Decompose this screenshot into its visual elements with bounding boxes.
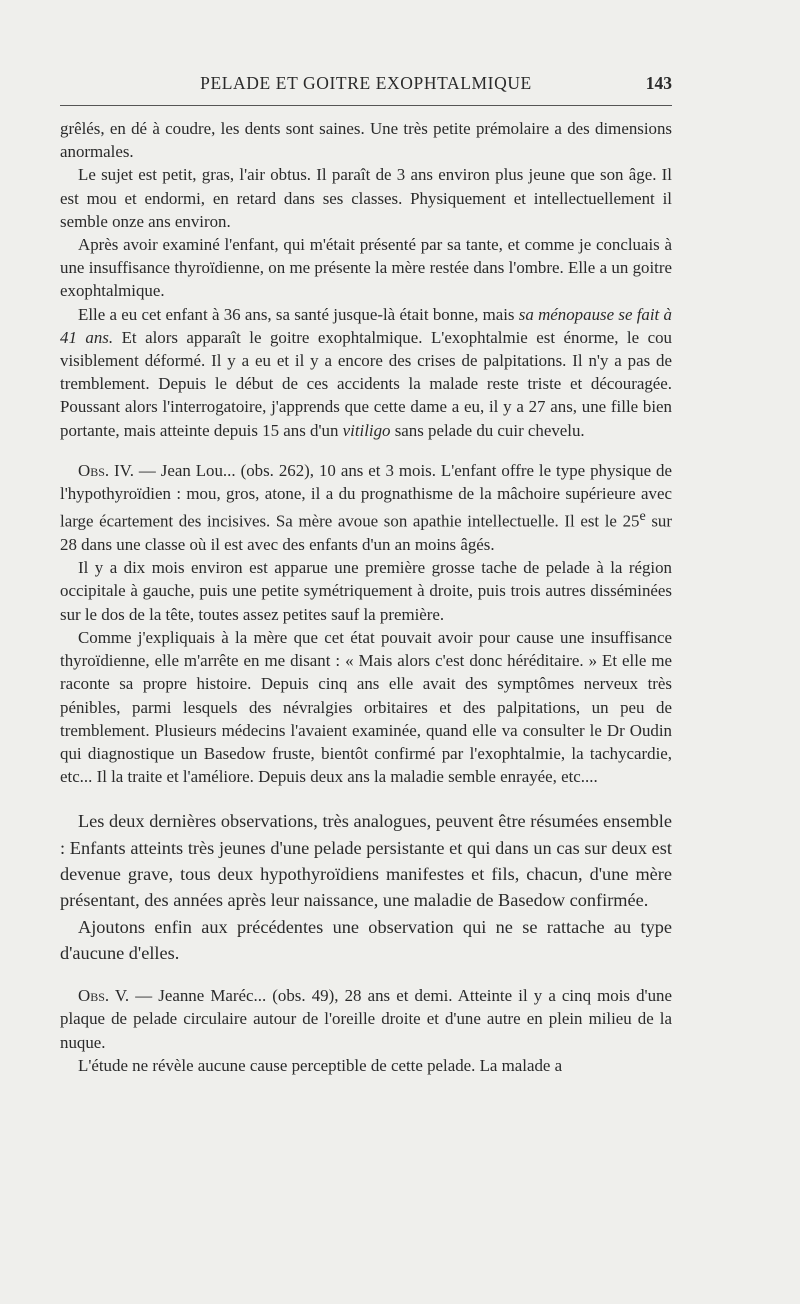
- header-rule: [60, 105, 672, 106]
- paragraph-mother-history: [60, 303, 672, 442]
- paragraph-study-cause: L'étude ne révèle aucune cause perceptible de cette pelade. La malade a: [78, 1055, 563, 1075]
- text-run: — Jean Lou... (obs. 262), 10 ans et 3 mois. L'enfant offre le type physique de l'hypothyroïdien : mou, gros, atone, il a du prognathisme de la mâchoire supérieure avec large écartement des incisives. Sa mère avoue son apathie intellectuelle. Il est le 25: [60, 460, 672, 531]
- text-run: — Jeanne Maréc... (obs. 49), 28 ans et demi. Atteinte il y a cinq mois d'une plaque de pelade circulaire autour de l'oreille droite et d'une autre en plein milieu de la nuque.: [60, 986, 672, 1052]
- paragraph-summary: Les deux dernières observations, très analogues, peuvent être résumées ensemble : Enfants atteints très jeunes d'une pelade persistante et qui dans un cas sur deux est devenue grave, tous deux hypothyroïdiens manifestes et fils, chacun, d'une mère présentant, des années après leur naissance, une maladie de Basedow confirmée.: [60, 811, 672, 911]
- superscript: e: [639, 508, 646, 525]
- observation-label: Obs. V.: [78, 986, 130, 1006]
- text-run: Et alors apparaît le goitre exophtalmique. L'exophtalmie est énorme, le cou visiblement déformé. Il y a eu et il y a encore des crises de palpitations. Il n'y a pas de tremblement. Depuis le début de ces accidents la malade reste triste et découragée. Poussant alors l'interrogatoire, j'apprends que cette dame a eu, il y a 27 ans, une fille bien portante, mais atteinte depuis 15 ans d'un: [60, 327, 672, 440]
- text-run: sans pelade du cuir chevelu.: [390, 420, 585, 440]
- page-body: [60, 117, 672, 1077]
- paragraph-observation-5: [60, 984, 672, 1054]
- paragraph-observation-4: [60, 459, 672, 556]
- text-run: Elle a eu cet enfant à 36 ans, sa santé jusque-là était bonne, mais: [78, 304, 519, 324]
- paragraph-mother-basedow: Comme j'expliquais à la mère que cet état pouvait avoir pour cause une insuffisance thyroïdienne, elle m'arrête en me disant : « Mais alors c'est donc héréditaire. » Et elle me raconte sa propre histoire. Depuis cinq ans elle avait des symptômes nerveux très pénibles, parmi lesquels des névralgies orbitaires et des palpitations, un peu de tremblement. Plusieurs médecins l'avaient examinée, quand elle va consulter le Dr Oudin qui diagnostique un Basedow fruste, bientôt confirmé par l'exophtalmie, la tachycardie, etc... Il la traite et l'améliore. Depuis deux ans la maladie semble enrayée, etc....: [60, 627, 672, 787]
- text-run: sur 28 dans une classe où il est avec des enfants d'un an moins âgés.: [60, 511, 672, 555]
- page-header: [60, 70, 672, 96]
- observation-label: Obs. IV.: [78, 460, 134, 480]
- paragraph-subject-description: Le sujet est petit, gras, l'air obtus. Il paraît de 3 ans environ plus jeune que son âge. Il est mou et endormi, en retard dans ses classes. Physiquement et intellectuellement il semble onze ans environ.: [60, 165, 672, 231]
- italic-run: sa ménopause se fait à 41 ans.: [60, 304, 672, 347]
- italic-run: vitiligo: [342, 420, 391, 440]
- page-number: 143: [645, 73, 672, 93]
- paragraph-continuation: grêlés, en dé à coudre, les dents sont saines. Une très petite prémolaire a des dimensions anormales.: [60, 119, 672, 162]
- paragraph-mother-presented: Après avoir examiné l'enfant, qui m'était présenté par sa tante, et comme je concluais à une insuffisance thyroïdienne, on me présente la mère restée dans l'ombre. Elle a un goitre exophtalmique.: [60, 235, 672, 301]
- paragraph-pelade-onset: Il y a dix mois environ est apparue une première grosse tache de pelade à la région occipitale à gauche, puis une petite symétriquement à droite, puis trois autres disséminées sur le dos de la tête, toutes assez petites sauf la première.: [60, 558, 672, 624]
- running-title: PELADE ET GOITRE EXOPHTALMIQUE: [200, 73, 532, 93]
- paragraph-transition: Ajoutons enfin aux précédentes une observation qui ne se rattache au type d'aucune d'elles.: [60, 916, 672, 963]
